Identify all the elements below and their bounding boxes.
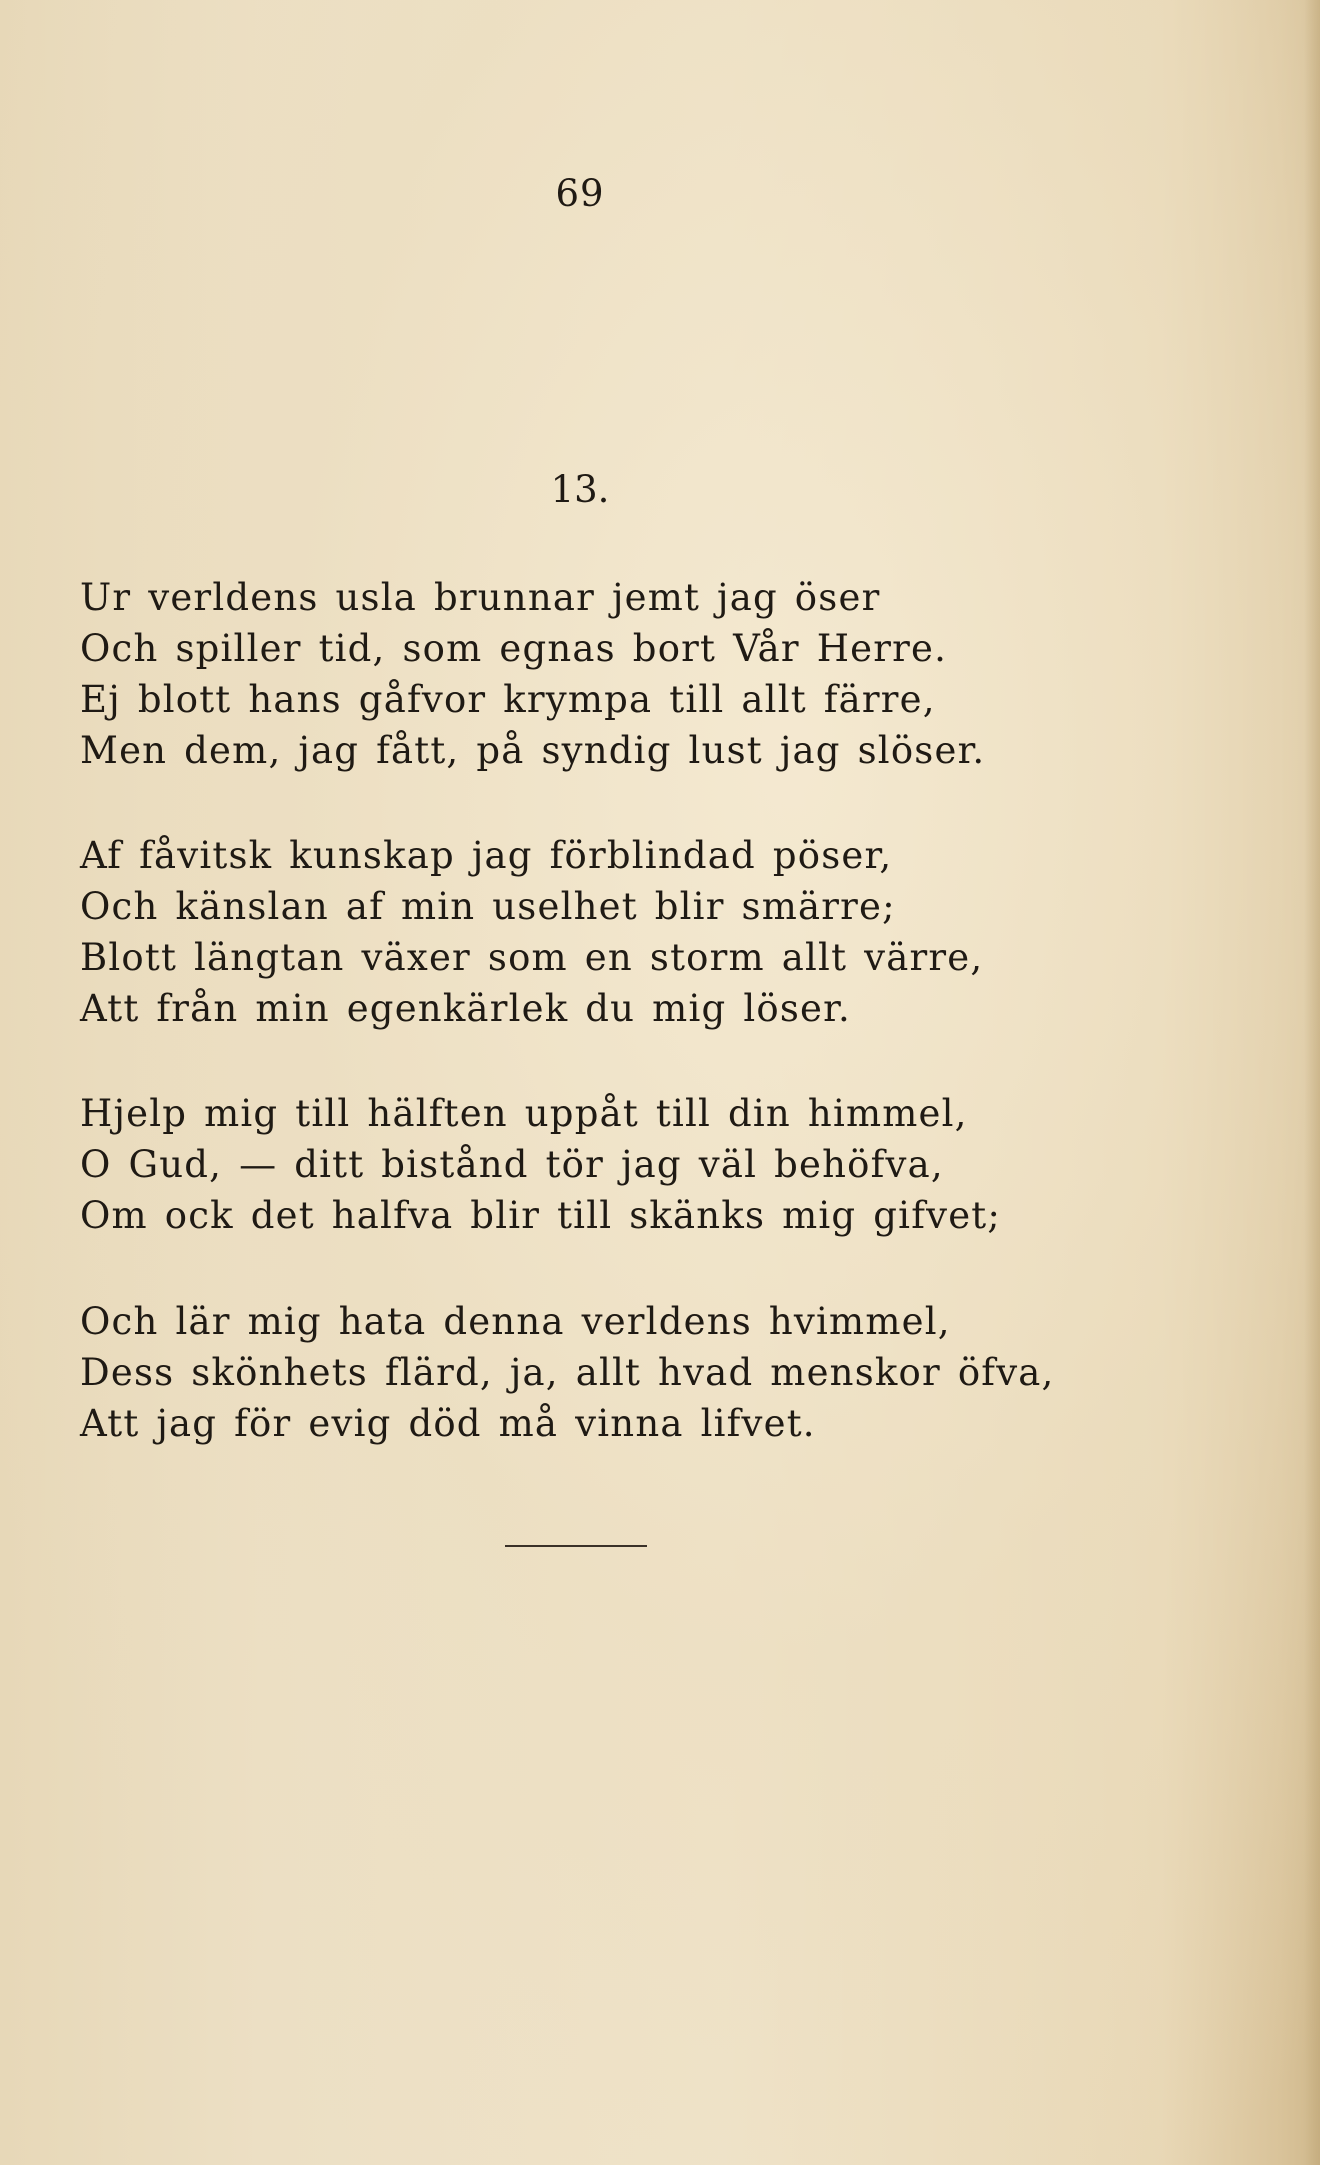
page-number: 69 xyxy=(555,172,605,215)
stanza-2 xyxy=(80,830,1080,1034)
stanza-3 xyxy=(80,1088,1080,1241)
end-rule-divider xyxy=(505,1545,647,1547)
poem-number: 13. xyxy=(550,468,610,511)
poem-line: Och lär mig hata denna verldens hvimmel, xyxy=(80,1300,951,1343)
poem-line: Och känslan af min uselhet blir smärre; xyxy=(80,885,896,928)
poem-line: Och spiller tid, som egnas bort Vår Herre. xyxy=(80,627,948,670)
poem-line: Dess skönhets flärd, ja, allt hvad menskor öfva, xyxy=(80,1351,1055,1394)
poem-line: Att jag för evig död må vinna lifvet. xyxy=(80,1402,816,1445)
poem-line: Af fåvitsk kunskap jag förblindad pöser, xyxy=(80,834,893,877)
poem-line: Ur verldens usla brunnar jemt jag öser xyxy=(80,576,881,619)
poem-line: O Gud, — ditt bistånd tör jag väl behöfva, xyxy=(80,1143,944,1186)
poem-line: Ej blott hans gåfvor krympa till allt färre, xyxy=(80,678,936,721)
poem-line: Blott längtan växer som en storm allt värre, xyxy=(80,936,984,979)
poem-line: Hjelp mig till hälften uppåt till din himmel, xyxy=(80,1092,968,1135)
stanza-1 xyxy=(80,572,1080,776)
poem-line: Att från min egenkärlek du mig löser. xyxy=(80,987,851,1030)
page-edge-shadow xyxy=(1304,0,1320,2165)
poem-line: Om ock det halfva blir till skänks mig gifvet; xyxy=(80,1194,1002,1237)
stanza-4 xyxy=(80,1296,1080,1449)
poem-line: Men dem, jag fått, på syndig lust jag slöser. xyxy=(80,729,986,772)
